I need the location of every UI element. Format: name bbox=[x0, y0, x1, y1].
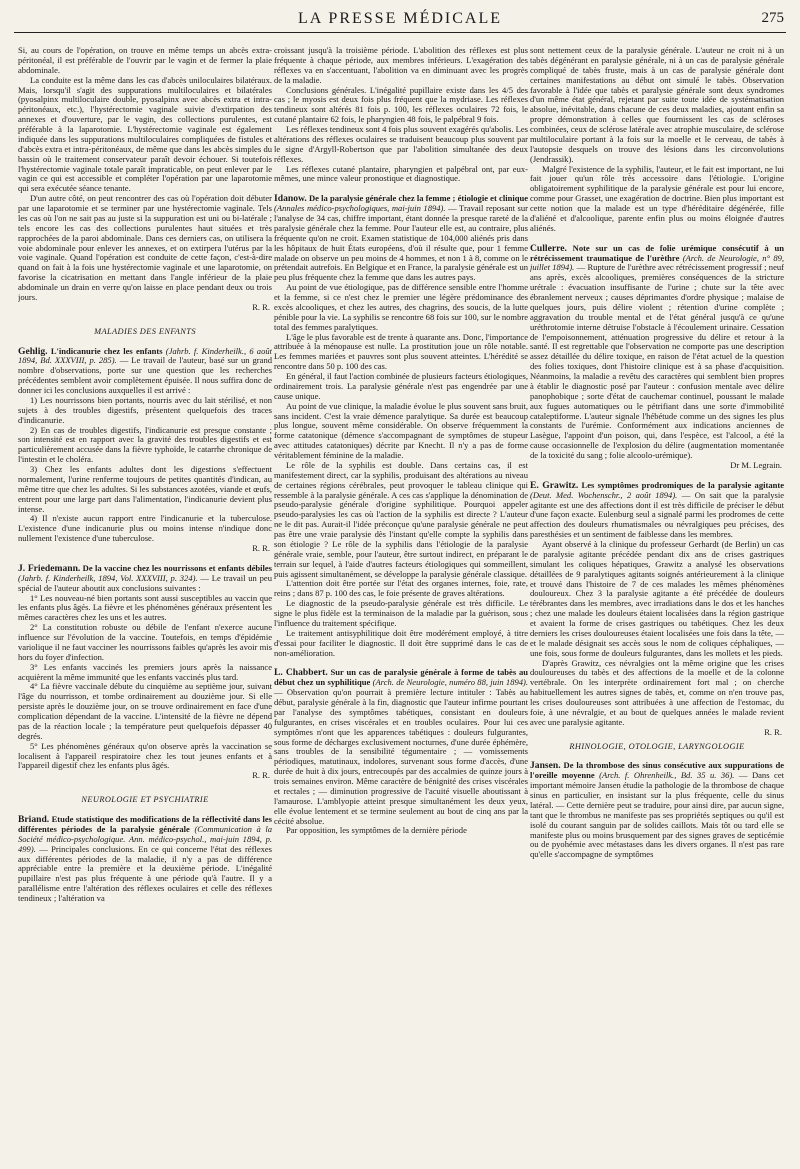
abstract-gehlig bbox=[18, 347, 272, 554]
section-heading: MALADIES DES ENFANTS bbox=[94, 326, 196, 336]
abstract-text: — Travail reposant sur l'analyse de 34 cas, chiffre important, étant donnée la presque rareté de la paralysie générale chez la femme. Pour l'auteur elle est, au contraire, plus fréquente qu'on ne croit. Examen statistique de 104,000 aliénés pris dans les hôpitaux de huit États européens, d'où il résulte que, pour 1 femme malade on observe un peu moins de 4 hommes, et non 1 à 8, comme on le prétendait autrefois. En Belgique et en France, la paralysie générale est un peu plus fréquente chez la femme que dans les autres pays. bbox=[274, 203, 528, 283]
section-heading: NEUROLOGIE ET PSYCHIATRIE bbox=[81, 795, 209, 805]
abstract-title: Sur un cas de paralysie générale à forme de tabès au début chez un syphilitique bbox=[274, 667, 528, 688]
page-header bbox=[14, 6, 786, 33]
abstract-title: Etude statistique des modifications de la réflectivité dans les différentes périodes de la paralysie générale bbox=[18, 814, 272, 834]
abstract-text: — Principales conclusions. En ce qui concerne l'état des réflexes aux différentes périodes de la maladie, il n'y a pas de différence appréciable entre la première et la deuxième période. L'inégalité pupillaire n'est pas plus fréquente à une période qu'à l'autre. Il y a parallélisme entre l'altération des réflexes oculaires et celle des réflexes tendineux ; l'altération va bbox=[18, 843, 272, 903]
signature: R. R. bbox=[252, 770, 270, 781]
list-item: 3° Les enfants vaccinés les premiers jours après la naissance acquièrent la même immunité que les enfants vaccinés plus tard. bbox=[18, 661, 272, 682]
abstract-title: Les symptômes prodromiques de la paralysie agitante bbox=[581, 479, 784, 490]
abstract-text: — Observation qu'on pourrait à première lecture intituler : Tabès au début, paralysie générale à la fin, diagnostic que l'auteur infirme pourtant par l'analyse des symptômes tabétiques, consistant en douleurs fulgurantes, en crises viscérales et en troubles oculaires. Pour lui ces symptômes n'ont que les apparences tabétiques : douleurs fulgurantes, sous forme de décharges exclusivement nocturnes, d'une durée éphémère, sans troubles de la sensibilité tégumentaire ; — vomissements périodiques, matutinaux, indolores, survenant sous forme d'accès, d'une durée de huit à dix jours, entrecoupés par des accalmies de quinze jours à trois semaines environ. Même caractère de bénignité des crises viscérales et rectales ; — diminution progressive de l'acuité visuelle aboutissant à l'amaurose. L'amblyopie atteint presque simultanément les deux yeux, elle évolue lentement et se termine seulement au bout de cinq ans par la cécité absolue. bbox=[274, 687, 528, 826]
abstract-text: — Le travail un peu spécial de l'auteur aboutit aux conclusions suivantes : bbox=[18, 572, 272, 593]
paragraph: Si, au cours de l'opération, on trouve en même temps un abcès extra-péritonéal, il est préférable de l'ouvrir par le vagin et de fermer la plaie abdominale. bbox=[18, 46, 272, 75]
signature: Dr M. Legrain. bbox=[730, 459, 782, 470]
abstract-jansen bbox=[530, 761, 784, 860]
abstract-author: Briand. bbox=[18, 814, 50, 825]
paragraph: Au point de vue étiologique, pas de différence sensible entre l'homme et la femme, si ce n'est chez le premier une légère prédominance des excès alcooliques, et chez les autres, des chagrins, des soucis, de la lutte pénible pour la vie. La syphilis se rencontre 68 fois sur 100, sur le nombre total des femmes paralytiques. bbox=[274, 282, 528, 332]
list-item: 3) Chez les enfants adultes dont les digestions s'effectuent normalement, l'urine renferme toujours de petites quantités d'indican, au même titre que chez les adultes. Si les substances azotées, viande et œufs, entrent pour une large part dans l'alimentation, l'indicanurie devient plus intense. bbox=[18, 464, 272, 514]
abstract-author: Gehlig. bbox=[18, 345, 48, 357]
paragraph: La conduite est la même dans les cas d'abcès uniloculaires bilatéraux. Mais, lorsqu'il s'agit des suppurations multiloculaires et bilatérales (pyosalpinx multiloculaire double, pyosalpinx avec abcès extra et intra-péritonéaux, etc.), l'hystérectomie vaginale suivie d'extirpation des annexes et d'ouverture, par le vagin, des collections purulentes, est préférable à la laparotomie. L'hystérectomie vaginale est également indiquée dans les suppurations multiloculaires compliquées de fistules et d'abcès extra et intra-péritonéaux, de même que dans les abcès simples du bassin où le traitement conservateur paraît devoir échouer. Si toutefois l'hystérectomie vaginale totale paraît impraticable, on peut enlever par le vagin ce qui est accessible et compléter l'opération par une laparotomie qui sera exécutée séance tenante. bbox=[18, 74, 272, 194]
paragraph: D'après Grawitz, ces névralgies ont la même origine que les crises douloureuses du tabès et des affections de la moelle et de la colonne vertébrale. On les interprète ordinairement fort mal ; on cherche habituellement les autres signes de tabès, et, comme on n'en trouve pas, les crises douloureuses sont attribuées à une affection de l'estomac, du foie, à une névralgie, et au bout de quelques années le malade revient avec une paralysie agitante. bbox=[530, 657, 784, 727]
abstract-source: (Annales médico-psychologiques, mai-juin 1894). bbox=[274, 203, 446, 214]
abstract-author: L. Chabbert. bbox=[274, 667, 328, 679]
abstract-author: Jansen. bbox=[530, 760, 561, 772]
paragraph: Au point de vue clinique, la maladie évolue le plus souvent sans bruit, sans incident. C'est la vraie démence paralytique. Sa durée est beaucoup plus longue, souvent même considérable. On observe fréquemment la forme catatonique (démence s'accompagnant de symptômes de stupeur avec attitudes catatoniques) décrite par Knecht. Il n'y a pas de forme véritablement féminine de la maladie. bbox=[274, 400, 528, 460]
paragraph: Les réflexes tendineux sont 4 fois plus souvent exagérés qu'abolis. Les altérations des réflexes oculaires se traduisent beaucoup plus souvent par le signe d'Argyll-Robertson que par l'abolition simultanée des deux réflexes. bbox=[274, 124, 528, 164]
abstract-source: (Deut. Med. Wochenschr., 2 août 1894). bbox=[530, 489, 678, 500]
abstract-title: L'indicanurie chez les enfants bbox=[50, 345, 163, 356]
page-number: 275 bbox=[761, 10, 784, 26]
list-item: 5° Les phénomènes généraux qu'on observe après la vaccination se localisent à l'appareil respiratoire chez les tout jeunes enfants et à l'appareil digestif chez les enfants plus âgés. bbox=[18, 740, 272, 771]
paragraph: D'un autre côté, on peut rencontrer des cas où l'opération doit débuter par une laparotomie et se terminer par une hystérectomie vaginale. Tels les cas où l'on ne sait pas au juste si la suppuration est uni ou bi-latérale ; tels encore les cas des collections purulentes haut situées et très rapprochées de la paroi abdominale. Dans ces derniers cas, on utilisera la voie abdominale pour enlever les annexes, et on extirpera l'utérus par la voie vaginale. Quand l'opération est conduite de cette façon, c'est-à-dire quand on fait à la fois une hystérectomie vaginale et une laparotomie, on favorise la cicatrisation en mettant dans l'angle inférieur de la plaie abdominale un drain en verre qu'on laisse en place pendant deux ou trois jours. bbox=[18, 193, 272, 302]
abstract-friedemann bbox=[18, 564, 272, 781]
abstract-text: — Rupture de l'urèthre avec rétrécissement progressif ; neuf ans après, excès alcooliques, premières conséquences de la stricture urétrale : évacuation insuffisante de l'urine ; chute sur la tête avec ébranlement nerveux ; causes déprimantes d'ordre physique ; malaise de quelques jours, puis délire violent ; rétention d'urine complète ; aggravation du trouble mental et de l'état général jusqu'à ce qu'une uréthrotomie interne détruise l'obstacle à l'écoulement urinaire. Cessation de l'empoisonnement, atténuation progressive du délire et retour à la santé. Il est regrettable que l'observation ne comporte pas une description assez détaillée du délire toxique, en raison de l'état actuel de la question des folies toxiques, dont l'histoire clinique est à sa phase d'acquisition. Néanmoins, la maladie a revêtu des caractères qui semblent bien propres à établir le diagnostic posé par l'auteur : confusion mentale avec délire panophobique ; sorte d'état de cauchemar continuel, poussant le malade aux fugues automatiques ou le pétrifiant dans une sorte d'immobilité cataleptiforme. L'auteur signale l'hébétude comme un des signes les plus constants de l'urémie. Conformément aux indications anciennes de Lasègue, l'appoint d'un poison, qui, dans l'espèce, est l'alcool, a été la cause occasionnelle de l'explosion du délire (augmentation momentanée de la toxicité du sang ; folie alcoolo-urémique). bbox=[530, 262, 784, 460]
paragraph: Le rôle de la syphilis est double. Dans certains cas, il est manifestement direct, car la syphilis, produisant des altérations au niveau de certaines régions cérébrales, peut provoquer le tableau clinique qui ressemble à la paralysie générale. A ces cas s'applique la dénomination de pseudo-paralysie générale d'origine syphilitique. Pourquoi appeler pseudo-paralysies les cas où l'action de la syphilis est directe ? L'auteur ne le dit pas. Aurait-il l'idée préconçue qu'une paralysie générale ne peut pas être une vraie paralysie dès l'instant qu'elle compte la syphilis dans son étiologie ? Le rôle de la syphilis dans l'étiologie de la paralysie générale vraie, semble, pour l'auteur, être surtout indirect, en préparant le terrain sur lequel, à l'aide d'autres facteurs étiologiques qui sommeillent, puis agissent simultanément, se développe la paralysie générale classique. bbox=[274, 459, 528, 579]
abstract-author: Cullerre. bbox=[530, 242, 567, 254]
paragraph: L'attention doit être portée sur l'état des organes internes, foie, rate, reins ; dans 87 p. 100 des cas, le foie présente de graves altérations. bbox=[274, 578, 528, 599]
abstract-source: (Arch. de Neurologie, numéro 88, juin 1894). bbox=[372, 677, 528, 688]
abstract-author: Idanow. bbox=[274, 193, 307, 205]
paragraph: Malgré l'existence de la syphilis, l'auteur, et le fait est important, ne lui fait jouer qu'un rôle très accessoire dans l'étiologie. L'origine obligatoirement syphilitique de la paralysie générale est pour lui encore, comme pour Grasset, une exagération de doctrine. Bien plus important est cette notion que la malade est un type d'héréditaire dégénérée, fille d'aliéné et d'alcoolique, parente enfin plus ou moins éloignée d'autres aliénés. bbox=[530, 163, 784, 233]
paragraph: Les réflexes cutané plantaire, pharyngien et palpébral ont, par eux-mêmes, une mince valeur pronostique et diagnostique. bbox=[274, 163, 528, 184]
abstract-title: De la thrombose des sinus consécutive aux suppurations de l'oreille moyenne bbox=[530, 760, 784, 781]
list-item: 1) Les nourrissons bien portants, nourris avec du lait stérilisé, et non sujets à des troubles digestifs, présentent quelquefois des traces d'indicanurie. bbox=[18, 394, 272, 425]
abstract-source: (Jahrb. f. Kinderheilk, 1894, Vol. XXXVIII, p. 324). bbox=[18, 572, 198, 583]
column-right bbox=[530, 46, 784, 1156]
abstract-title: De la vaccine chez les nourrissons et enfants débiles bbox=[82, 562, 272, 573]
list-item: 2) En cas de troubles digestifs, l'indicanurie est presque constante ; son intensité est en rapport avec la gravité des troubles digestifs et est particulièrement accusée dans la fièvre typhoïde, le catarrhe chronique de l'intestin et le choléra. bbox=[18, 424, 272, 465]
abstract-cullerre bbox=[530, 244, 784, 471]
column-left bbox=[18, 46, 272, 1156]
signature: R. R. bbox=[764, 726, 782, 737]
abstract-grawitz bbox=[530, 481, 784, 738]
paragraph: Conclusions générales. L'inégalité pupillaire existe dans les 4/5 des cas ; le myosis est deux fois plus fréquent que la mydriase. Les réflexes tendineux sont altérés 81 fois p. 100, les réflexes oculaires 72 fois, le cutané plantaire 62 fois, le pharyngien 48 fois, le palpébral 9 fois. bbox=[274, 84, 528, 125]
abstract-source: (Communication à la Société médico-psychologique. Ann. médico-psychol., mai-juin 1894, p. 499). bbox=[18, 823, 272, 854]
paragraph: croissant jusqu'à la troisième période. L'abolition des réflexes est plus fréquente à chaque période, aux membres inférieurs. L'exagération des réflexes va en s'accentuant, l'abolition va en diminuant avec les progrès de la maladie. bbox=[274, 46, 528, 85]
abstract-source: (Arch. f. Ohrenheilk., Bd. 35 u. 36). bbox=[599, 770, 735, 781]
abstract-text: — Dans cet important mémoire Jansen étudie la pathologie de la thrombose de chaque sinus en particulier, en insistant sur la plus fréquente, celle du sinus latéral. — Cette dernière peut se traduire, pour ainsi dire, par aucun signe, tant que le thrombus ne manifeste pas ses propriétés septiques ou qu'il est isolé du courant sanguin par de solides caillots. Mais tôt ou tard elle se manifeste plus ou moins brusquement par des signes graves de septicémie ou de pyohémie avec métastases dans les divers organes. Il n'est pas rare qu'elle s'accompagne de symptômes bbox=[530, 770, 784, 860]
abstract-source: (Arch. de Neurologie, n° 89, juillet 1894). bbox=[530, 252, 784, 273]
paragraph: Le traitement antisyphilitique doit être modérément employé, à titre d'essai pour faciliter le diagnostic. Il doit être supprimé dans le cas de non-amélioration. bbox=[274, 627, 528, 658]
abstract-title: Note sur un cas de folie urémique consécutif à un rétrécissement traumatique de l'urèthre bbox=[530, 242, 784, 263]
paragraph: Ayant observé à la clinique du professeur Gerhardt (de Berlin) un cas de paralysie agitante précédée pendant dix ans de crises gastriques simulant les coliques hépatiques, Grawitz a analysé les observations détaillées de 9 paralytiques agitants soignés antérieurement à la clinique et trouvé dans l'histoire de 7 de ces malades les mêmes phénomènes douloureux. Chez 3 la paralysie agitante a été précédée de douleurs térébrantes dans les membres, avec irradiations dans le dos et les hanches ; chez une malade les douleurs étaient localisées dans la région gastrique et avaient la forme de crises gastriques ou tabétiques. Chez les deux derniers les crises douloureuses étaient localisées une fois dans la tête, — et le malade désignait ses accès sous le nom de coliques céphaliques, — une fois, sous forme de douleurs fulgurantes, dans les mollets et les pieds. bbox=[530, 539, 784, 658]
list-item: 4° La fièvre vaccinale débute du cinquième au septième jour, suivant l'âge du nourrisson, et tombe ordinairement au douzième jour. Si elle persiste après le douzième jour, on se trouve ordinairement en face d'une complication dépendant de la vaccine. L'intensité de la fièvre ne dépend pas de la réaction locale ; la température peut quelquefois dépasser 40 degrés. bbox=[18, 681, 272, 741]
paragraph: L'âge le plus favorable est de trente à quarante ans. Donc, l'importance attribuée à la ménopause est nulle. La prostitution joue un rôle notable. Les femmes mariées et pauvres sont plus souvent atteintes. L'hérédité se rencontre dans 50 p. 100 des cas. bbox=[274, 331, 528, 372]
abstract-author: E. Grawitz. bbox=[530, 479, 579, 491]
signature: R. R. bbox=[252, 301, 270, 312]
abstract-text: — On sait que la paralysie agitante est une des affections dont il est très difficile de préciser le début d'une façon exacte. Eulenburg seul a signalé parmi les prodromes de cette affection des douleurs rhumatismales ou névralgiques peu précises, des paresthésies et un sentiment de faiblesse dans les membres. bbox=[530, 489, 784, 540]
abstract-author: J. Friedemann. bbox=[18, 562, 81, 574]
paragraph: Le diagnostic de la pseudo-paralysie générale est très difficile. Le signe le plus fidèle est la terminaison de la maladie par la guérison, sous l'influence du traitement spécifique. bbox=[274, 598, 528, 628]
abstract-title: De la paralysie générale chez la femme ; étiologie et clinique bbox=[309, 193, 528, 204]
list-item: 1° Les nouveau-né bien portants sont aussi susceptibles au vaccin que les enfants plus âgés. La fièvre et les phénomènes généraux présentent les mêmes caractères chez les uns et les autres. bbox=[18, 592, 272, 623]
list-item: 2° La constitution robuste ou débile de l'enfant n'exerce aucune influence sur l'évolution de la vaccine. Toutefois, en temps d'épidémie variolique il ne faut vacciner les nourrissons faibles qu'après les avoir mis hors du foyer d'infection. bbox=[18, 622, 272, 662]
paragraph: sont nettement ceux de la paralysie générale. L'auteur ne croit ni à un tabès dégénérant en paralysie générale, ni à un cas de paralysie générale compliqué de tabès fruste, mais à un cas de paralysie générale dont certaines manifestations au début ont simulé le tabès. Observation favorable à l'idée que tabès et paralysie générale sont deux syndromes d'un même état général, rejetant par suite toute idée de systématisation absolue, inévitable, dans chacune de ces deux maladies, ajoutant enfin sa propre démonstration à celles que fournissent les cas de scléroses combinées, ceux de sclérose latérale avec atrophie musculaire, de sclérose multiloculaire portant à la fois sur la moelle et le cerveau, de tabès à l'autopsie desquels on trouve des lésions dans les circonvolutions (Jendrassik). bbox=[530, 46, 784, 164]
paragraph: Par opposition, les symptômes de la dernière période bbox=[286, 825, 467, 836]
abstract-chabbert bbox=[274, 668, 528, 836]
list-item: 4) Il n'existe aucun rapport entre l'indicanurie et la tuberculose. L'existence d'une indicanurie plus ou moins intense n'indique donc nullement l'existence d'une tuberculose. bbox=[18, 513, 272, 544]
column-middle bbox=[274, 46, 528, 1156]
abstract-text: — Le travail de l'auteur, basé sur un grand nombre d'observations, porte sur une question que les recherches précédentes semblent avoir complètement épuisée. Il nous suffira donc de donner ici les conclusions auxquelles il est arrivé : bbox=[18, 355, 272, 395]
paragraph: En général, il faut l'action combinée de plusieurs facteurs étiologiques, ordinairement trois. La paralysie générale n'est pas engendrée par une cause unique. bbox=[274, 371, 528, 401]
journal-title: LA PRESSE MÉDICALE bbox=[297, 10, 502, 27]
section-heading: RHINOLOGIE, OTOLOGIE, LARYNGOLOGIE bbox=[569, 741, 745, 751]
signature: R. R. bbox=[252, 543, 270, 553]
abstract-source: (Jahrb. f. Kinderheilk., 6 août 1894, Bd. XXXVIII, p. 285). bbox=[18, 345, 272, 366]
abstract-briand bbox=[18, 815, 272, 904]
abstract-idanow bbox=[274, 194, 528, 658]
